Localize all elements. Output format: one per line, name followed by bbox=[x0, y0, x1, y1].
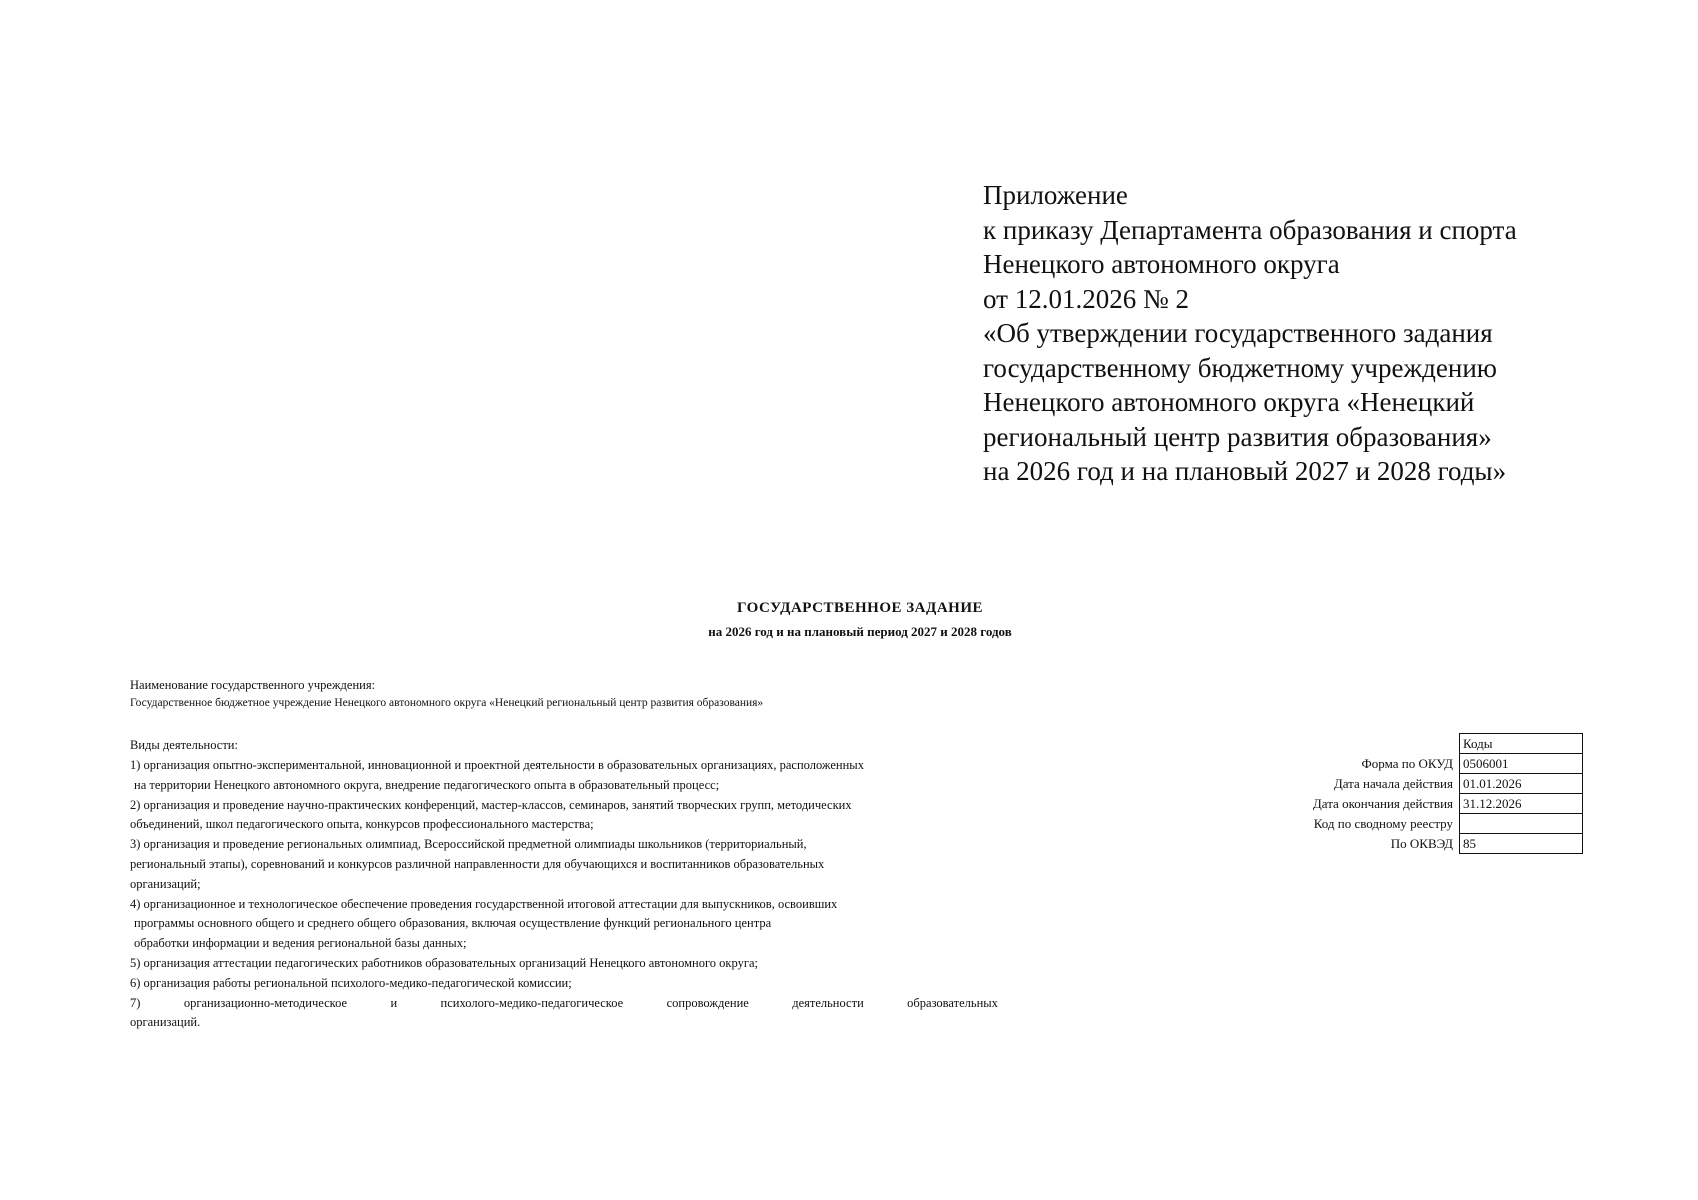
appendix-line: на 2026 год и на плановый 2027 и 2028 годы» bbox=[983, 456, 1507, 486]
activity-line: 5) организация аттестации педагогических работников образовательных организаций Ненецкого автономного округа; bbox=[130, 955, 758, 970]
appendix-line: региональный центр развития образования» bbox=[983, 421, 1492, 452]
activity-word: 7) bbox=[130, 995, 141, 1010]
appendix-line: к приказу Департамента образования и спорта bbox=[983, 214, 1517, 245]
codes-header-row bbox=[1150, 734, 1583, 754]
codes-row bbox=[1150, 794, 1583, 814]
activity-line: программы основного общего и среднего общего образования, включая осуществление функций регионального центра bbox=[134, 916, 772, 931]
activity-line-justified bbox=[130, 994, 998, 1014]
appendix-line: Ненецкого автономного округа «Ненецкий bbox=[983, 387, 1475, 417]
codes-row bbox=[1150, 754, 1583, 774]
code-value: 0506001 bbox=[1460, 754, 1583, 774]
activity-line: 6) организация работы региональной психолого-медико-педагогической комиссии; bbox=[130, 975, 572, 990]
activity-line: объединений, школ педагогического опыта, конкурсов профессионального мастерства; bbox=[130, 817, 594, 832]
code-value bbox=[1460, 814, 1583, 834]
document-title: ГОСУДАРСТВЕННОЕ ЗАДАНИЕ bbox=[737, 600, 983, 616]
institution-name: Государственное бюджетное учреждение Ненецкого автономного округа «Ненецкий региональный центр развития образования» bbox=[130, 697, 764, 709]
codes-table bbox=[1150, 733, 1583, 854]
codes-row bbox=[1150, 774, 1583, 794]
activity-line: 1) организация опытно-экспериментальной, инновационной и проектной деятельности в образовательных организациях, расположенных bbox=[130, 758, 864, 772]
activity-line: 4) организационное и технологическое обеспечение проведения государственной итоговой аттестации для выпускников, освоивших bbox=[130, 896, 838, 911]
activity-word: образовательных bbox=[907, 995, 998, 1010]
activity-line: региональный этапы), соревнований и конкурсов различной направленности для обучающихся и воспитанников образовательных bbox=[130, 856, 825, 871]
code-label: Код по сводному реестру bbox=[1313, 816, 1453, 831]
codes-row bbox=[1150, 814, 1583, 834]
appendix-line: Ненецкого автономного округа bbox=[983, 249, 1340, 279]
appendix-line: государственному бюджетному учреждению bbox=[983, 352, 1497, 383]
activity-word: психолого-медико-педагогическое bbox=[440, 995, 624, 1010]
activity-word: организационно-методическое bbox=[183, 995, 348, 1010]
activity-line: организаций. bbox=[130, 1015, 201, 1030]
appendix-line: от 12.01.2026 № 2 bbox=[983, 283, 1189, 314]
activity-word: и bbox=[390, 995, 398, 1010]
appendix-line: Приложение bbox=[983, 180, 1128, 210]
activity-word: деятельности bbox=[792, 995, 864, 1010]
code-label: Дата начала действия bbox=[1333, 776, 1453, 791]
activity-line: 2) организация и проведение научно-практических конференций, мастер-классов, семинаров, занятий творческих групп, методических bbox=[130, 797, 852, 812]
appendix-header bbox=[983, 178, 1623, 489]
activity-word: сопровождение bbox=[666, 995, 749, 1010]
institution-label: Наименование государственного учреждения: bbox=[130, 678, 376, 692]
code-value: 85 bbox=[1460, 834, 1583, 854]
activities-label: Виды деятельности: bbox=[130, 738, 238, 752]
activity-line: 3) организация и проведение региональных олимпиад, Всероссийской предметной олимпиады школьников (территориальный, bbox=[130, 837, 807, 852]
activity-line: организаций; bbox=[130, 876, 201, 891]
code-label: Форма по ОКУД bbox=[1361, 756, 1453, 771]
activity-line: обработки информации и ведения региональной базы данных; bbox=[134, 936, 467, 951]
code-label: Дата окончания действия bbox=[1312, 796, 1453, 811]
code-label: По ОКВЭД bbox=[1390, 836, 1453, 851]
activity-line: на территории Ненецкого автономного округа, внедрение педагогического опыта в образовательный процесс; bbox=[134, 777, 720, 792]
code-value: 31.12.2026 bbox=[1460, 794, 1583, 814]
codes-header: Коды bbox=[1460, 734, 1583, 754]
appendix-line: «Об утверждении государственного задания bbox=[983, 318, 1493, 348]
codes-row bbox=[1150, 834, 1583, 854]
code-value: 01.01.2026 bbox=[1460, 774, 1583, 794]
activities-list bbox=[130, 756, 1010, 1033]
document-subtitle: на 2026 год и на плановый период 2027 и 2028 годов bbox=[708, 624, 1012, 639]
